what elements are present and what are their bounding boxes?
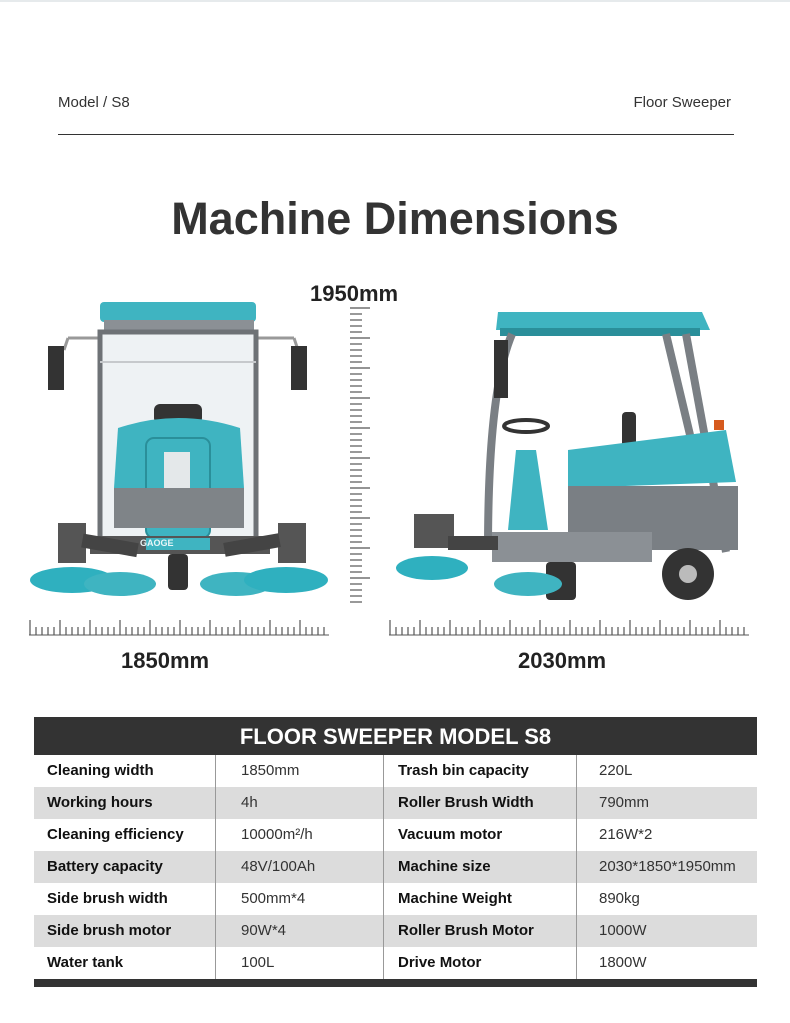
category-label: Floor Sweeper bbox=[633, 94, 731, 111]
spec-value: 48V/100Ah bbox=[215, 851, 383, 883]
spec-value: 100L bbox=[215, 947, 383, 979]
width-dimension: 1850mm bbox=[121, 648, 210, 673]
spec-label: Water tank bbox=[47, 954, 124, 971]
table-row bbox=[34, 883, 757, 915]
length-dimension: 2030mm bbox=[518, 648, 607, 673]
spec-label: Trash bin capacity bbox=[383, 755, 576, 787]
length-ruler bbox=[388, 619, 750, 637]
page-title: Machine Dimensions bbox=[171, 193, 619, 244]
header-rule bbox=[58, 134, 734, 135]
height-dimension: 1950mm bbox=[310, 281, 399, 306]
spec-label: Battery capacity bbox=[47, 858, 163, 875]
width-ruler bbox=[28, 619, 330, 637]
spec-value: 1800W bbox=[576, 947, 757, 979]
table-row bbox=[34, 947, 757, 979]
spec-value: 4h bbox=[215, 787, 383, 819]
spec-value: 1000W bbox=[576, 915, 757, 947]
spec-value: 10000m²/h bbox=[215, 819, 383, 851]
spec-label: Cleaning width bbox=[47, 762, 154, 779]
spec-value: 2030*1850*1950mm bbox=[576, 851, 757, 883]
table-row bbox=[34, 915, 757, 947]
table-row bbox=[34, 851, 757, 883]
spec-value: 90W*4 bbox=[215, 915, 383, 947]
spec-value: 500mm*4 bbox=[215, 883, 383, 915]
spec-label: Side brush motor bbox=[47, 922, 172, 939]
spec-value: 216W*2 bbox=[576, 819, 757, 851]
spec-label: Roller Brush Motor bbox=[383, 915, 576, 947]
model-label: Model / S8 bbox=[58, 94, 130, 111]
spec-label: Working hours bbox=[47, 794, 153, 811]
spec-label: Machine size bbox=[383, 851, 576, 883]
spec-value: 790mm bbox=[576, 787, 757, 819]
spec-table-heading: FLOOR SWEEPER MODEL S8 bbox=[34, 717, 757, 755]
side-view-image bbox=[396, 300, 764, 605]
brand-badge: GAOGE bbox=[140, 538, 174, 548]
table-bottom-bar bbox=[34, 979, 757, 987]
spec-label: Machine Weight bbox=[383, 883, 576, 915]
spec-label: Drive Motor bbox=[383, 947, 576, 979]
front-view-image bbox=[28, 298, 333, 600]
spec-value: 890kg bbox=[576, 883, 757, 915]
spec-label: Roller Brush Width bbox=[383, 787, 576, 819]
table-row bbox=[34, 787, 757, 819]
spec-value: 220L bbox=[576, 755, 757, 787]
spec-label: Side brush width bbox=[47, 890, 168, 907]
spec-value: 1850mm bbox=[215, 755, 383, 787]
spec-label: Vacuum motor bbox=[383, 819, 576, 851]
table-row bbox=[34, 755, 757, 787]
spec-label: Cleaning efficiency bbox=[47, 826, 184, 843]
spec-table bbox=[34, 755, 757, 979]
table-row bbox=[34, 819, 757, 851]
top-divider bbox=[0, 0, 790, 2]
height-ruler bbox=[348, 306, 372, 608]
